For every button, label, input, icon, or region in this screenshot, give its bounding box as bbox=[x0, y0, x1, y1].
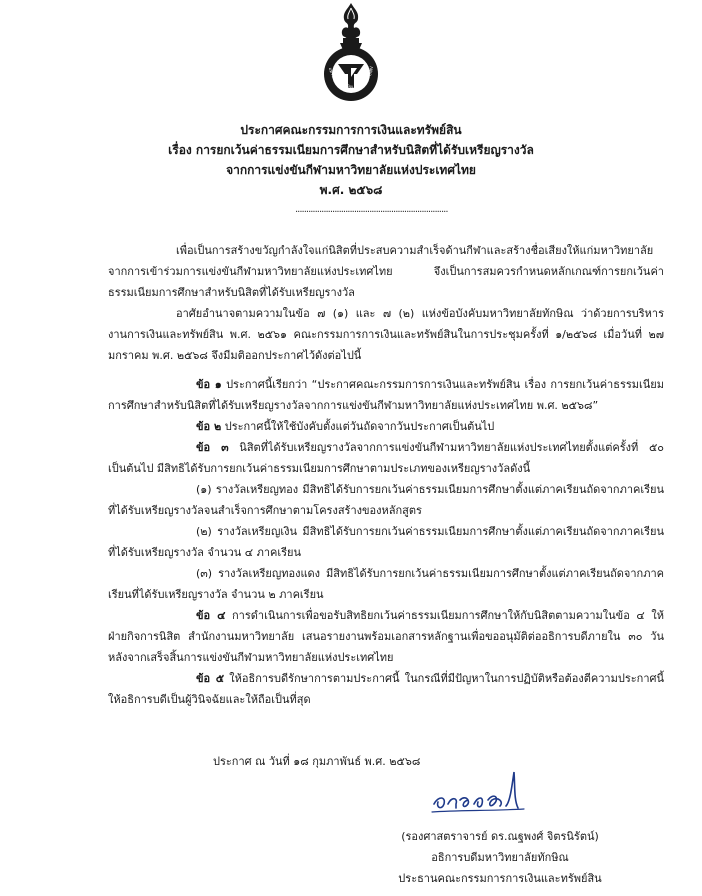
heading-line-4: พ.ศ. ๒๕๖๘ bbox=[319, 183, 383, 197]
clause-2-text: ประกาศนี้ให้ใช้บังคับตั้งแต่วันถัดจากวันประกาศเป็นต้นไป bbox=[221, 420, 495, 433]
signatory-title-1: อธิการบดีมหาวิทยาลัยทักษิณ bbox=[431, 851, 569, 864]
university-seal-icon bbox=[321, 2, 381, 114]
heading-line-1: ประกาศคณะกรรมการการเงินและทรัพย์สิน bbox=[240, 123, 462, 137]
signatory-block bbox=[300, 826, 700, 889]
heading-line-3: จากการแข่งขันกีฬามหาวิทยาลัยแห่งประเทศไทย bbox=[226, 163, 476, 177]
university-logo bbox=[321, 2, 381, 114]
clause-2 bbox=[108, 416, 664, 437]
announcement-date: ประกาศ ณ วันที่ ๑๘ กุมภาพันธ์ พ.ศ. ๒๕๖๘ bbox=[213, 755, 421, 768]
clause-3-item-1: (๑) รางวัลเหรียญทอง มีสิทธิได้รับการยกเว้นค่าธรรมเนียมการศึกษาตั้งแต่ภาคเรียนถัดจากภาคเรียนที่ได้รับเหรียญรางวัลจนสำเร็จการศึกษาตามโครงสร้างของหลักสูตร bbox=[108, 483, 664, 517]
clause-5-label: ข้อ ๕ bbox=[196, 672, 225, 685]
clause-4-label: ข้อ ๔ bbox=[196, 609, 226, 622]
clause-3-label: ข้อ ๓ bbox=[196, 441, 229, 454]
announcement-body bbox=[108, 240, 664, 710]
clause-1 bbox=[108, 374, 664, 416]
preamble-paragraph: เพื่อเป็นการสร้างขวัญกำลังใจแก่นิสิตที่ประสบความสำเร็จด้านกีฬาและสร้างชื่อเสียงให้แก่มหาวิทยาลัยจากการเข้าร่วมการแข่งขันกีฬามหาวิทยาลัยแห่งประเทศไทย จึงเป็นการสมควรกำหนดหลักเกณฑ์การยกเว้นค่าธรรมเนียมการศึกษาสำหรับนิสิตที่ได้รับเหรียญรางวัล bbox=[108, 244, 664, 299]
clause-4-text: การดำเนินการเพื่อขอรับสิทธิยกเว้นค่าธรรมเนียมการศึกษาให้กับนิสิตตามความในข้อ ๔ ให้ฝ่ายกิจการนิสิต สำนักงานมหาวิทยาลัย เสนอรายงานพร้อมเอกสารหลักฐานเพื่อขออนุมัติต่ออธิการบดีภายใน ๓๐ วัน หลังจากเสร็จสิ้นการแข่งขันกีฬามหาวิทยาลัยแห่งประเทศไทย bbox=[108, 609, 664, 664]
signature-icon bbox=[428, 766, 548, 816]
clause-3-item-3: (๓) รางวัลเหรียญทองแดง มีสิทธิได้รับการยกเว้นค่าธรรมเนียมการศึกษาตั้งแต่ภาคเรียนถัดจากภาคเรียนที่ได้รับเหรียญรางวัล จำนวน ๒ ภาคเรียน bbox=[108, 567, 664, 601]
clause-5 bbox=[108, 668, 664, 710]
handwritten-signature bbox=[428, 766, 548, 816]
logo-ring-text: มหาวิทยาลัยทักษิณ THAKSIN UNIV bbox=[328, 65, 375, 90]
clause-3 bbox=[108, 437, 664, 479]
clause-3-item-2: (๒) รางวัลเหรียญเงิน มีสิทธิได้รับการยกเว้นค่าธรรมเนียมการศึกษาตั้งแต่ภาคเรียนถัดจากภาคเรียนที่ได้รับเหรียญรางวัล จำนวน ๔ ภาคเรียน bbox=[108, 525, 664, 559]
heading-divider: ...................................................................... bbox=[295, 204, 448, 215]
clause-4 bbox=[108, 605, 664, 668]
clause-3-text: นิสิตที่ได้รับเหรียญรางวัลจากการแข่งขันกีฬามหาวิทยาลัยแห่งประเทศไทยตั้งแต่ครั้งที่ ๕๐ เป็นต้นไป มีสิทธิได้รับการยกเว้นค่าธรรมเนียมการศึกษาตามประเภทของเหรียญรางวัลดังนี้ bbox=[108, 441, 664, 475]
signatory-name: (รองศาสตราจารย์ ดร.ณฐพงศ์ จิตรนิรัตน์) bbox=[401, 830, 599, 843]
clause-2-label: ข้อ ๒ bbox=[196, 420, 222, 433]
clause-1-text: ประกาศนี้เรียกว่า “ประกาศคณะกรรมการการเงินและทรัพย์สิน เรื่อง การยกเว้นค่าธรรมเนียมการศึกษาสำหรับนิสิตที่ได้รับเหรียญรางวัลจากการแข่งขันกีฬามหาวิทยาลัยแห่งประเทศไทย พ.ศ. ๒๕๖๘” bbox=[108, 378, 664, 412]
clause-5-text: ให้อธิการบดีรักษาการตามประกาศนี้ ในกรณีที่มีปัญหาในการปฏิบัติหรือต้องตีความประกาศนี้ ให้อธิการบดีเป็นผู้วินิจฉัยและให้ถือเป็นที่สุด bbox=[108, 672, 664, 706]
signatory-title-2: ประธานคณะกรรมการการเงินและทรัพย์สิน bbox=[398, 872, 602, 885]
heading-line-2: เรื่อง การยกเว้นค่าธรรมเนียมการศึกษาสำหรับนิสิตที่ได้รับเหรียญรางวัล bbox=[168, 143, 534, 157]
clause-1-label: ข้อ ๑ bbox=[196, 378, 222, 391]
authority-paragraph: อาศัยอำนาจตามความในข้อ ๗ (๑) และ ๗ (๒) แห่งข้อบังคับมหาวิทยาลัยทักษิณ ว่าด้วยการบริหารงานการเงินและทรัพย์สิน พ.ศ. ๒๕๖๑ คณะกรรมการการเงินและทรัพย์สินในการประชุมครั้งที่ ๑/๒๕๖๘ เมื่อวันที่ ๒๗ มกราคม พ.ศ. ๒๕๖๘ จึงมีมติออกประกาศไว้ดังต่อไปนี้ bbox=[108, 307, 664, 362]
